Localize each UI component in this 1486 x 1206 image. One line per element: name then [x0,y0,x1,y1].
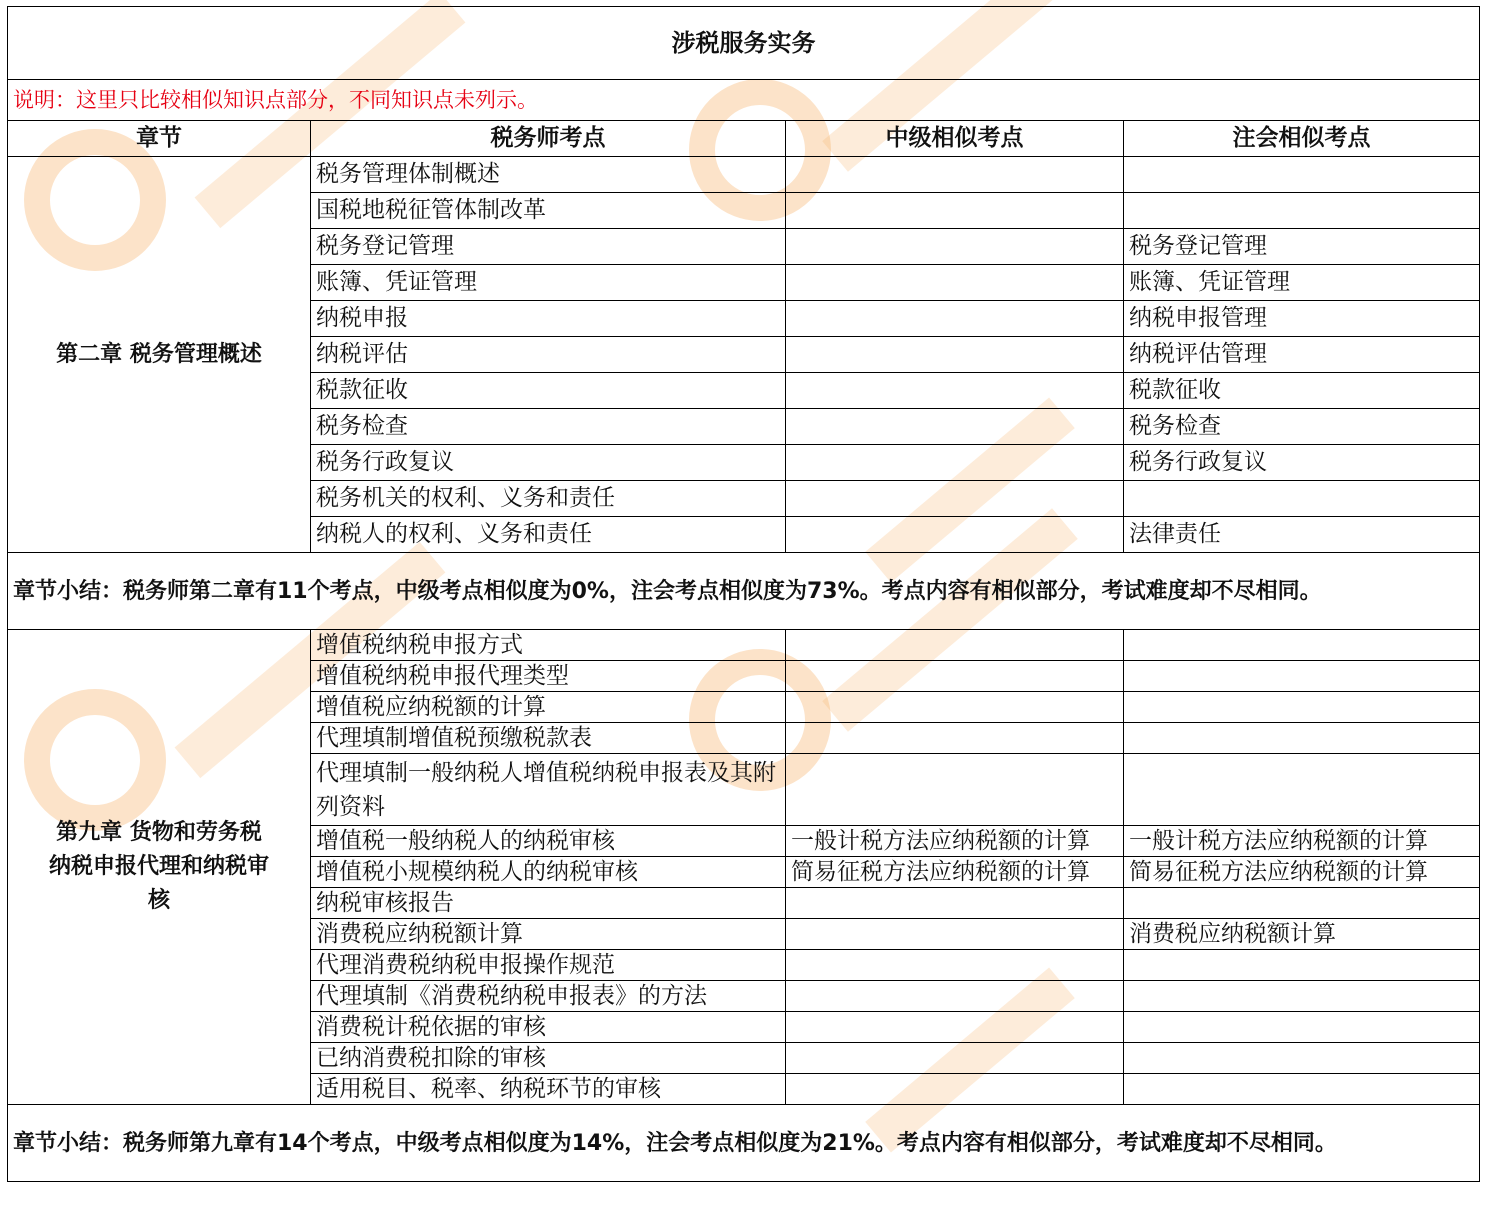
intermediate-point-cell [786,981,1124,1012]
intermediate-point-cell [786,157,1124,193]
cpa-point-cell: 税务检查 [1124,409,1480,445]
tax-advisor-point-cell: 税务登记管理 [311,229,786,265]
header-tax-advisor: 税务师考点 [311,121,786,157]
tax-advisor-point-cell: 增值税纳税申报代理类型 [311,661,786,692]
intermediate-point-cell [786,888,1124,919]
intermediate-point-cell [786,1012,1124,1043]
tax-advisor-point-cell: 消费税应纳税额计算 [311,919,786,950]
tax-advisor-point-cell: 适用税目、税率、纳税环节的审核 [311,1074,786,1105]
cpa-point-cell: 消费税应纳税额计算 [1124,919,1480,950]
cpa-point-cell: 纳税评估管理 [1124,337,1480,373]
tax-advisor-point-cell: 税务行政复议 [311,445,786,481]
tax-advisor-point-cell: 增值税小规模纳税人的纳税审核 [311,857,786,888]
intermediate-point-cell [786,661,1124,692]
page-title: 涉税服务实务 [8,7,1480,80]
header-row [8,121,1480,157]
tax-advisor-point-cell: 国税地税征管体制改革 [311,193,786,229]
intermediate-point-cell: 简易征税方法应纳税额的计算 [786,857,1124,888]
tax-advisor-point-cell: 已纳消费税扣除的审核 [311,1043,786,1074]
cpa-point-cell: 简易征税方法应纳税额的计算 [1124,857,1480,888]
cpa-point-cell: 一般计税方法应纳税额的计算 [1124,826,1480,857]
header-chapter: 章节 [8,121,311,157]
cpa-point-cell [1124,1074,1480,1105]
intermediate-point-cell [786,754,1124,826]
comparison-table [7,6,1480,1182]
intermediate-point-cell [786,692,1124,723]
intermediate-point-cell [786,919,1124,950]
intermediate-point-cell [786,193,1124,229]
tax-advisor-point-cell: 代理填制增值税预缴税款表 [311,723,786,754]
cpa-point-cell: 税务行政复议 [1124,445,1480,481]
table-row [8,157,1480,193]
chapter-cell: 第二章 税务管理概述 [8,157,311,553]
cpa-point-cell [1124,661,1480,692]
intermediate-point-cell [786,301,1124,337]
tax-advisor-point-cell: 增值税应纳税额的计算 [311,692,786,723]
tax-advisor-point-cell: 税务机关的权利、义务和责任 [311,481,786,517]
tax-advisor-point-cell: 代理消费税纳税申报操作规范 [311,950,786,981]
tax-advisor-point-cell: 增值税一般纳税人的纳税审核 [311,826,786,857]
note-text: 说明：这里只比较相似知识点部分，不同知识点未列示。 [8,80,1480,121]
header-cpa: 注会相似考点 [1124,121,1480,157]
cpa-point-cell: 账簿、凭证管理 [1124,265,1480,301]
cpa-point-cell [1124,157,1480,193]
tax-advisor-point-cell: 纳税申报 [311,301,786,337]
cpa-point-cell [1124,1012,1480,1043]
intermediate-point-cell [786,229,1124,265]
cpa-point-cell: 纳税申报管理 [1124,301,1480,337]
intermediate-point-cell [786,950,1124,981]
intermediate-point-cell [786,1074,1124,1105]
cpa-point-cell [1124,481,1480,517]
tax-advisor-point-cell: 账簿、凭证管理 [311,265,786,301]
tax-advisor-point-cell: 增值税纳税申报方式 [311,630,786,661]
chapter-summary: 章节小结：税务师第二章有11个考点，中级考点相似度为0%，注会考点相似度为73%。考点内容有相似部分，考试难度却不尽相同。 [8,553,1480,630]
intermediate-point-cell [786,445,1124,481]
intermediate-point-cell [786,481,1124,517]
cpa-point-cell: 税务登记管理 [1124,229,1480,265]
tax-advisor-point-cell: 税务检查 [311,409,786,445]
intermediate-point-cell [786,517,1124,553]
intermediate-point-cell [786,1043,1124,1074]
tax-advisor-point-cell: 纳税评估 [311,337,786,373]
header-intermediate: 中级相似考点 [786,121,1124,157]
tax-advisor-point-cell: 代理填制一般纳税人增值税纳税申报表及其附列资料 [311,754,786,826]
cpa-point-cell [1124,981,1480,1012]
chapter-summary: 章节小结：税务师第九章有14个考点，中级考点相似度为14%，注会考点相似度为21%。考点内容有相似部分，考试难度却不尽相同。 [8,1105,1480,1182]
cpa-point-cell [1124,630,1480,661]
chapter-cell: 第九章 货物和劳务税纳税申报代理和纳税审核 [8,630,311,1105]
intermediate-point-cell: 一般计税方法应纳税额的计算 [786,826,1124,857]
cpa-point-cell [1124,193,1480,229]
tax-advisor-point-cell: 代理填制《消费税纳税申报表》的方法 [311,981,786,1012]
cpa-point-cell: 税款征收 [1124,373,1480,409]
cpa-point-cell [1124,1043,1480,1074]
cpa-point-cell [1124,692,1480,723]
cpa-point-cell: 法律责任 [1124,517,1480,553]
cpa-point-cell [1124,888,1480,919]
tax-advisor-point-cell: 税款征收 [311,373,786,409]
cpa-point-cell [1124,950,1480,981]
cpa-point-cell [1124,723,1480,754]
intermediate-point-cell [786,373,1124,409]
tax-advisor-point-cell: 消费税计税依据的审核 [311,1012,786,1043]
intermediate-point-cell [786,409,1124,445]
intermediate-point-cell [786,265,1124,301]
table-row [8,630,1480,661]
tax-advisor-point-cell: 纳税审核报告 [311,888,786,919]
intermediate-point-cell [786,630,1124,661]
cpa-point-cell [1124,754,1480,826]
intermediate-point-cell [786,723,1124,754]
intermediate-point-cell [786,337,1124,373]
tax-advisor-point-cell: 税务管理体制概述 [311,157,786,193]
tax-advisor-point-cell: 纳税人的权利、义务和责任 [311,517,786,553]
